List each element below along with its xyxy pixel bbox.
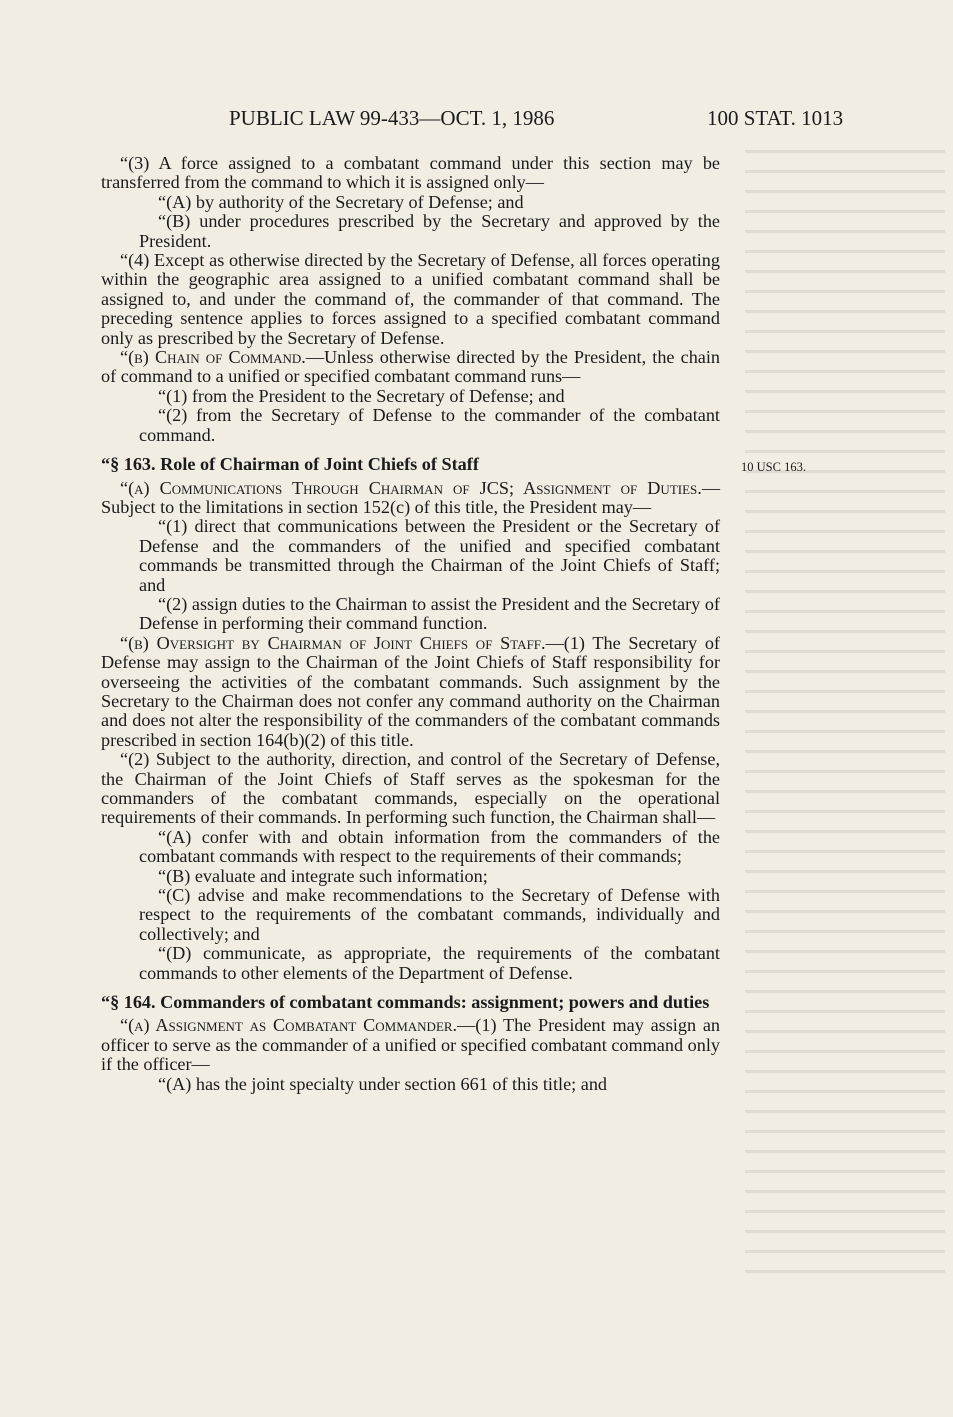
sec163-subsection-b bbox=[101, 634, 720, 750]
subsection-heading: “(a) Assignment as Combatant Commander. bbox=[120, 1015, 458, 1036]
subsection-heading: “(b) Chain of Command. bbox=[120, 347, 306, 368]
sec163-a-item-2: “(2) assign duties to the Chairman to assist the President and the Secretary of Defense in performing their command function. bbox=[139, 593, 720, 634]
stat-page-number: 100 STAT. 1013 bbox=[707, 106, 844, 130]
paragraph-4: “(4) Except as otherwise directed by the Secretary of Defense, all forces operating within the geographic area assigned to a unified combatant command shall be assigned to, and under the command of, the commander of that command. The preceding sentence applies to forces assigned to a specified combatant command only as prescribed by the Secretary of Defense. bbox=[101, 250, 720, 348]
section-163-heading: “§ 163. Role of Chairman of Joint Chiefs of Staff bbox=[101, 454, 479, 475]
section-164-title bbox=[101, 993, 720, 1012]
usc-margin-note: 10 USC 163. bbox=[741, 460, 806, 475]
sec163-b2-item-d: “(D) communicate, as appropriate, the requirements of the combatant commands to other elements of the Department of Defense. bbox=[139, 943, 720, 983]
subsection-text: —(1) The Secretary of Defense may assign to the Chairman of the Joint Chiefs of Staff responsibility for overseeing the activities of the combatant commands. Such assignment by the Secretary to the Chairman does not confer any command authority on the Chairman and does not alter the responsibility of the commanders of the combatant commands prescribed in section 164(b)(2) of this title. bbox=[101, 632, 720, 750]
sec163-b2-item-c: “(C) advise and make recommendations to the Secretary of Defense with respect to the requirements of the combatant commands, individually and collectively; and bbox=[139, 885, 720, 944]
paragraph-3-a: “(A) by authority of the Secretary of Defense; and bbox=[158, 191, 524, 212]
section-164-heading: “§ 164. Commanders of combatant commands: assignment; powers and duties bbox=[101, 992, 710, 1013]
subsection-text: —(1) The President may assign an officer to serve as the commander of a unified or specified combatant command only if the officer— bbox=[101, 1015, 720, 1075]
subsection-text: —Unless otherwise directed by the President, the chain of command to a unified or specified combatant command runs— bbox=[101, 347, 721, 387]
sec163-b2-item-b: “(B) evaluate and integrate such information; bbox=[158, 865, 488, 886]
subsection-heading: “(b) Oversight by Chairman of Joint Chiefs of Staff. bbox=[120, 632, 546, 653]
section-163-title bbox=[101, 454, 806, 475]
law-title: PUBLIC LAW 99-433—OCT. 1, 1986 bbox=[229, 106, 555, 130]
paragraph-3-b: “(B) under procedures prescribed by the Secretary and approved by the President. bbox=[139, 211, 720, 251]
subsection-text: —Subject to the limitations in section 152(c) of this title, the President may— bbox=[101, 477, 720, 517]
sec164-a-item-a: “(A) has the joint specialty under section 661 of this title; and bbox=[158, 1073, 608, 1094]
chain-item-2: “(2) from the Secretary of Defense to the commander of the combatant command. bbox=[139, 405, 720, 445]
bleed-through-text bbox=[745, 150, 945, 1280]
sec163-b2-item-a: “(A) confer with and obtain information from the commanders of the combatant commands with respect to the requirements of their commands; bbox=[139, 826, 720, 867]
sec163-subsection-a bbox=[101, 479, 720, 518]
subsection-b-chain-of-command bbox=[101, 348, 720, 387]
sec163-a-item-1: “(1) direct that communications between the President or the Secretary of Defense and the commanders of the unified and specified combatant commands be transmitted through the Chairman of the Joint Chiefs of Staff; and bbox=[139, 516, 720, 595]
statute-text bbox=[101, 153, 806, 1094]
chain-item-1: “(1) from the President to the Secretary of Defense; and bbox=[158, 385, 565, 406]
running-head bbox=[0, 106, 953, 136]
paragraph-3: “(3) A force assigned to a combatant command under this section may be transferred from the command to which it is assigned only— bbox=[101, 153, 720, 193]
subsection-heading: “(a) Communications Through Chairman of JCS; Assignment of Duties. bbox=[120, 477, 702, 498]
sec164-subsection-a bbox=[101, 1016, 720, 1074]
sec163-b-paragraph-2: “(2) Subject to the authority, direction, and control of the Secretary of Defense, the Chairman of the Joint Chiefs of Staff serves as the spokesman for the commanders of the combatant commands, especially on the operational requirements of their commands. In performing such function, the Chairman shall— bbox=[101, 749, 720, 828]
